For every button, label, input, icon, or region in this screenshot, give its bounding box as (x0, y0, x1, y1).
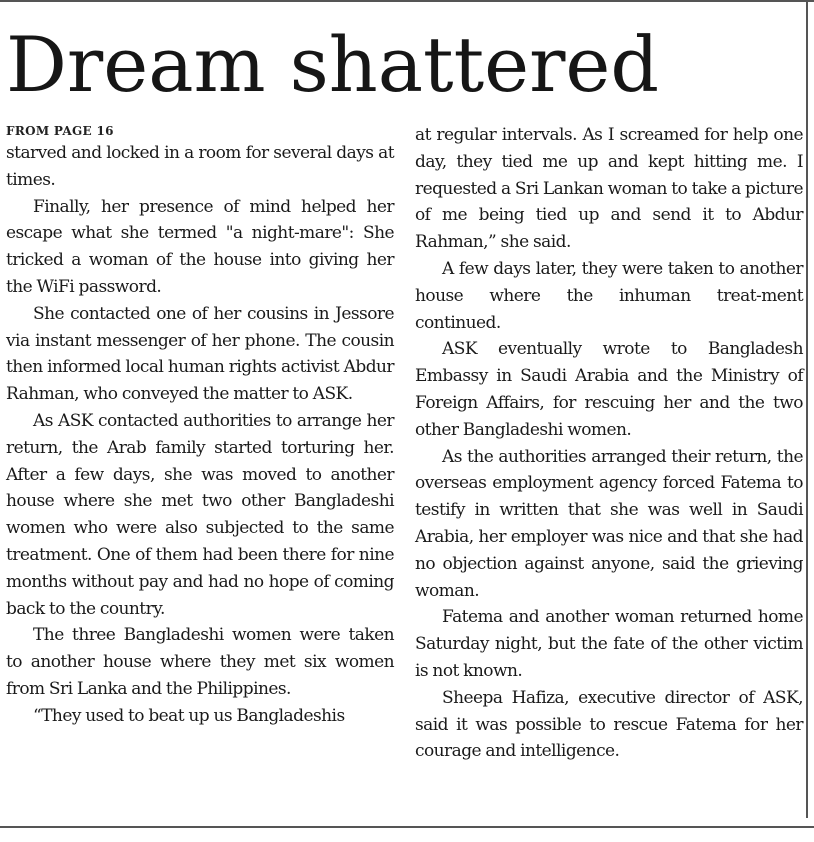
paragraph: Fatema and another woman returned home Saturday night, but the fate of the other victim is not known. (415, 607, 803, 681)
paragraph: starved and locked in a room for several days at times. (6, 143, 394, 190)
headline: Dream shattered (6, 20, 660, 109)
right-border-rule (806, 0, 808, 818)
right-column (415, 122, 803, 765)
paragraph: As ASK contacted authorities to arrange her return, the Arab family started torturing her. After a few days, she was moved to another house where she met two other Bangladeshi women who were also subjected to the same treatment. One of them had been there for nine months without pay and had no hope of coming back to the country. (6, 410, 394, 619)
paragraph: “They used to beat up us Bangladeshis (33, 705, 345, 726)
paragraph: ASK eventually wrote to Bangladesh Embassy in Saudi Arabia and the Ministry of Foreign Affairs, for rescuing her and the two other Bangladeshi women. (415, 339, 803, 440)
paragraph: at regular intervals. As I screamed for help one day, they tied me up and kept hitting me. I requested a Sri Lankan woman to take a picture of me being tied up and send it to Abdur Rahman,” she said. (415, 125, 803, 253)
paragraph: As the authorities arranged their return, the overseas employment agency forced Fatema to testify in written that she was well in Saudi Arabia, her employer was nice and that she had no objection against anyone, said the grieving woman. (415, 446, 803, 601)
paragraph: Finally, her presence of mind helped her escape what she termed "a night-mare": She tricked a woman of the house into giving her the WiFi password. (6, 196, 394, 297)
paragraph: A few days later, they were taken to another house where the inhuman treat-ment continued. (415, 258, 803, 333)
paragraph: Sheepa Hafiza, executive director of ASK, said it was possible to rescue Fatema for her courage and intelligence. (415, 687, 803, 762)
top-border-rule (0, 0, 814, 2)
paragraph: She contacted one of her cousins in Jessore via instant messenger of her phone. The cousin then informed local human rights activist Abdur Rahman, who conveyed the matter to ASK. (6, 303, 394, 405)
paragraph: The three Bangladeshi women were taken to another house where they met six women from Sri Lanka and the Philippines. (6, 625, 394, 699)
bottom-border-rule (0, 826, 814, 828)
left-column (6, 122, 394, 730)
jump-line: FROM PAGE 16 (6, 124, 114, 138)
